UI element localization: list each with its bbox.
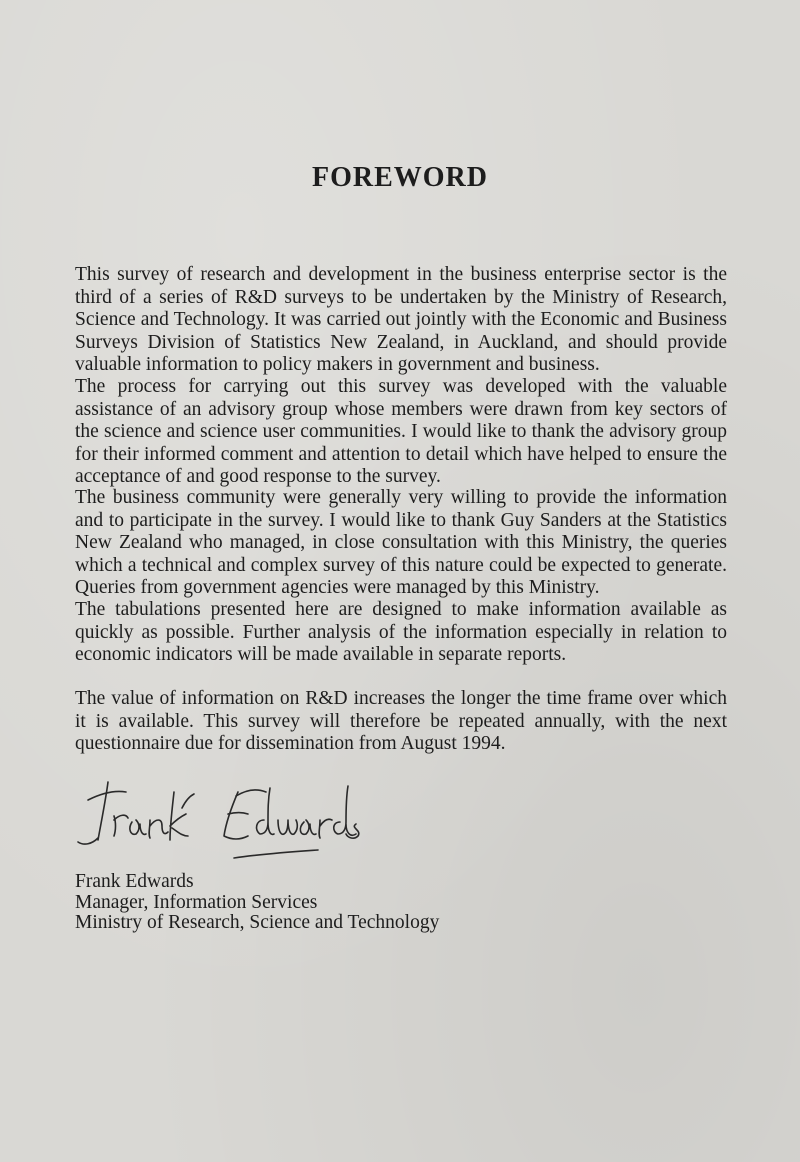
signature-block (75, 872, 439, 934)
paragraph-intro: This survey of research and development in the business enterprise sector is the third of a series of R&D surveys to be undertaken by the Ministry of Research, Science and Technology. It was carried out jointly with the Economic and Business Surveys Division of Statistics New Zealand, in Auckland, and should provide valuable information to policy makers in government and business. (75, 264, 727, 375)
page-title: FOREWORD (312, 162, 488, 193)
paragraph-business-community: The business community were generally very willing to provide the information and to participate in the survey. I would like to thank Guy Sanders at the Statistics New Zealand who managed, in close consultation with this Ministry, the queries which a technical and complex survey of this nature could be expected to generate. Queries from government agencies were managed by this Ministry. (75, 487, 727, 598)
signatory-organisation: Ministry of Research, Science and Technology (75, 912, 440, 933)
paragraph-value-of-information: The value of information on R&D increases the longer the time frame over which it is available. This survey will therefore be repeated annually, with the next questionnaire due for dissemination from August 1994. (75, 688, 727, 754)
paragraph-tabulations: The tabulations presented here are designed to make information available as quickly as possible. Further analysis of the information especially in relation to economic indicators will be made available in separate reports. (75, 599, 727, 665)
handwritten-signature (70, 770, 370, 870)
signatory-position: Manager, Information Services (75, 891, 318, 913)
paragraph-advisory-group: The process for carrying out this survey was developed with the valuable assistance of an advisory group whose members were drawn from key sectors of the science and science user communities. I would like to thank the advisory group for their informed comment and attention to detail which have helped to ensure the acceptance of and good response to the survey. (75, 376, 727, 487)
signatory-name: Frank Edwards (75, 871, 194, 892)
